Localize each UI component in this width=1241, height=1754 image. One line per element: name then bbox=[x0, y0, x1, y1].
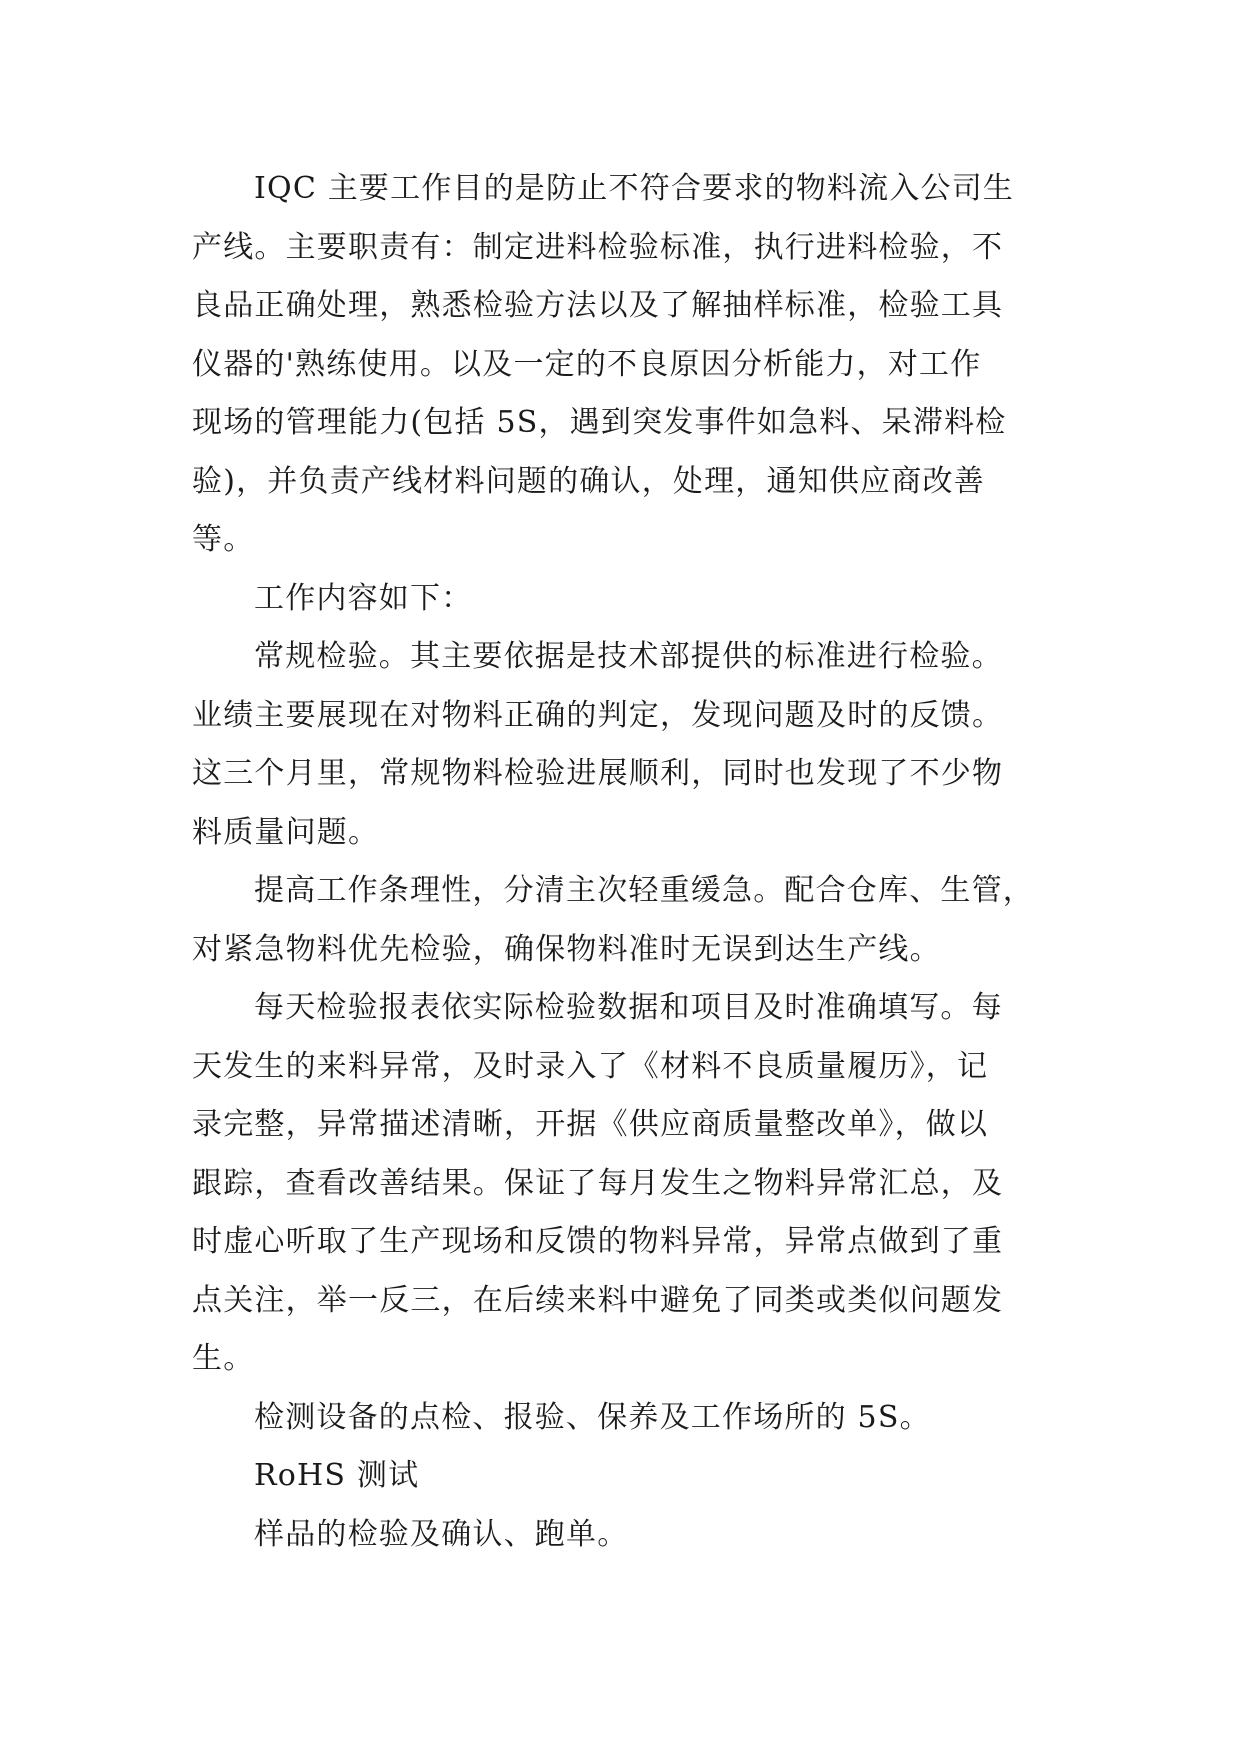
text-line: 良品正确处理，熟悉检验方法以及了解抽样标准，检验工具 bbox=[192, 288, 1004, 323]
document-body bbox=[192, 160, 1072, 1564]
paragraph-daily-reports bbox=[192, 979, 1072, 1389]
paragraph-equipment-5s bbox=[192, 1389, 1072, 1448]
text-line: 生。 bbox=[192, 1341, 255, 1376]
paragraph-iqc-purpose bbox=[192, 160, 1072, 570]
paragraph-sample-inspection bbox=[192, 1506, 1072, 1565]
paragraph-work-content-heading bbox=[192, 570, 1072, 629]
paragraph-work-organization bbox=[192, 862, 1072, 979]
text-line: 工作内容如下： bbox=[254, 580, 473, 616]
text-line: 天发生的来料异常，及时录入了《材料不良质量履历》，记 bbox=[192, 1048, 989, 1084]
text-line: 常规检验。其主要依据是技术部提供的标准进行检验。 bbox=[254, 639, 1003, 674]
text-line: 产线。主要职责有：制定进料检验标准，执行进料检验，不 bbox=[192, 229, 1004, 265]
text-line: 每天检验报表依实际检验数据和项目及时准确填写。每 bbox=[254, 990, 1003, 1025]
text-line: 等。 bbox=[192, 522, 255, 557]
text-line: 提高工作条理性，分清主次轻重缓急。配合仓库、生管， bbox=[254, 873, 1034, 908]
paragraph-routine-inspection bbox=[192, 628, 1072, 862]
text-line: IQC 主要工作目的是防止不符合要求的物料流入公司生 bbox=[254, 171, 1015, 206]
text-line: 料质量问题。 bbox=[192, 814, 380, 850]
paragraph-rohs-test bbox=[192, 1447, 1072, 1506]
text-line: 这三个月里，常规物料检验进展顺利，同时也发现了不少物 bbox=[192, 756, 1004, 791]
text-line: 业绩主要展现在对物料正确的判定，发现问题及时的反馈。 bbox=[192, 697, 1004, 733]
text-line: 对紧急物料优先检验，确保物料准时无误到达生产线。 bbox=[192, 931, 941, 967]
text-line: 仪器的'熟练使用。以及一定的不良原因分析能力，对工作 bbox=[192, 346, 982, 382]
text-line: 验)，并负责产线材料问题的确认，处理，通知供应商改善 bbox=[192, 463, 985, 499]
text-line: 现场的管理能力(包括 5S，遇到突发事件如急料、呆滞料检 bbox=[192, 405, 1007, 440]
text-line: 时虚心听取了生产现场和反馈的物料异常，异常点做到了重 bbox=[192, 1224, 1004, 1259]
text-line: RoHS 测试 bbox=[254, 1458, 420, 1493]
text-line: 录完整，异常描述清晰，开据《供应商质量整改单》，做以 bbox=[192, 1107, 989, 1142]
text-line: 跟踪，查看改善结果。保证了每月发生之物料异常汇总，及 bbox=[192, 1165, 1004, 1201]
text-line: 检测设备的点检、报验、保养及工作场所的 5S。 bbox=[254, 1399, 931, 1435]
text-line: 点关注，举一反三，在后续来料中避免了同类或类似问题发 bbox=[192, 1282, 1004, 1318]
text-line: 样品的检验及确认、跑单。 bbox=[254, 1516, 629, 1552]
